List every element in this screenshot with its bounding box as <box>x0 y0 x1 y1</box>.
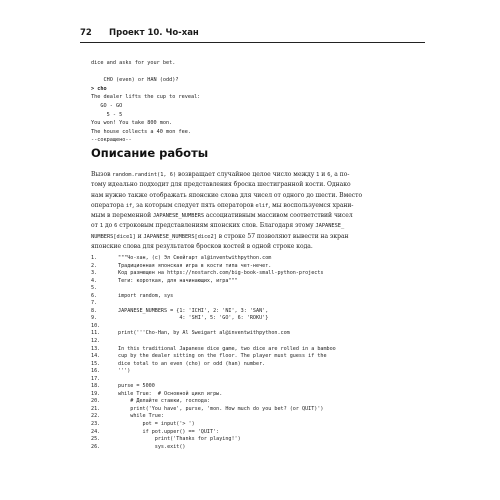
code-line <box>91 406 336 414</box>
output-line <box>91 68 200 77</box>
paragraph-line <box>91 201 421 211</box>
code-text: while True: # Основной цикл игры. <box>118 390 223 397</box>
line-number: 20. <box>91 398 101 405</box>
line-number: 15. <box>91 360 101 367</box>
code-line <box>91 361 336 369</box>
inline-code: 6 <box>327 172 331 178</box>
code-text: Код размещен на https://nostarch.com/big-book-small-python-projects <box>118 270 324 277</box>
code-line <box>91 383 336 391</box>
code-listing <box>91 255 336 451</box>
line-number: 16. <box>91 368 101 375</box>
text-run: до <box>103 222 115 230</box>
paragraph-line <box>91 180 421 190</box>
code-line <box>91 391 336 399</box>
line-number: 2. <box>91 262 98 269</box>
paragraph-line <box>91 242 421 252</box>
code-line <box>91 413 336 421</box>
line-number: 6. <box>91 292 98 299</box>
text-run: и <box>319 171 328 178</box>
code-text: import random, sys <box>118 292 174 299</box>
inline-code: elif <box>255 202 269 209</box>
inline-code: NUMBERS[dice1] <box>91 233 136 240</box>
text-run: Вызов <box>91 171 113 178</box>
body-paragraph <box>91 170 421 252</box>
page-number: 72 <box>80 28 92 38</box>
line-number: 19. <box>91 390 101 397</box>
line-number: 17. <box>91 375 101 382</box>
paragraph-line <box>91 211 421 221</box>
code-line <box>91 293 336 301</box>
line-number: 13. <box>91 345 101 352</box>
page-header <box>80 28 425 40</box>
code-text: print('Thanks for playing!') <box>118 436 241 443</box>
text-run: в строке 57 позволяют вывести на экран <box>216 232 349 240</box>
text-run: от <box>91 222 100 230</box>
code-line <box>91 263 336 271</box>
code-line <box>91 270 336 278</box>
text-run: строковым представлениям японских слов. Благодаря этому <box>117 222 316 230</box>
line-number: 3. <box>91 270 98 277</box>
line-number: 9. <box>91 315 98 322</box>
inline-code: if <box>125 202 133 209</box>
line-number: 10. <box>91 322 101 329</box>
inline-code: JAPANESE_NUMBERS <box>152 213 205 220</box>
text-run: , мы воспользуемся храни- <box>268 201 354 209</box>
code-line <box>91 300 336 308</box>
output-line: You won! You take 800 mon. <box>91 120 173 127</box>
line-number: 23. <box>91 421 101 428</box>
code-line <box>91 308 336 316</box>
text-run: и <box>135 232 144 240</box>
code-line <box>91 436 336 444</box>
inline-code: JAPANESE_NUMBERS[dice2] <box>143 233 217 240</box>
inline-code: 6 <box>114 223 118 230</box>
code-text: # Делайте ставки, господа: <box>118 398 211 405</box>
code-text: while True: <box>118 413 165 420</box>
output-line: The dealer lifts the cup to reveal: <box>91 94 201 101</box>
output-line: > cho <box>91 85 107 92</box>
code-text: if pot.upper() == 'QUIT': <box>118 428 220 435</box>
inline-code: 1 <box>316 172 320 178</box>
code-text: """Чо-хан, (c) Эл Свейгарт al@inventwithpython.com <box>118 255 272 261</box>
code-line <box>91 285 336 293</box>
code-text: ''') <box>118 368 131 375</box>
output-line: CHO (even) or HAN (odd)? <box>91 77 179 84</box>
text-run: оператора <box>91 201 126 209</box>
output-line: 5 - 5 <box>91 111 123 118</box>
code-line <box>91 346 336 354</box>
code-text: Теги: короткая, для начинающих, игра""" <box>118 277 238 284</box>
line-number: 12. <box>91 338 101 345</box>
code-text: In this traditional Japanese dice game, two dice are rolled in a bamboo <box>118 345 336 352</box>
code-text: print('''Cho-Han, by Al Sweigart al@inventwithpython.com <box>118 330 290 337</box>
text-run: нам нужно также отображать японские слова для чисел от одного до шести. Вместо <box>91 191 363 199</box>
code-line <box>91 353 336 361</box>
code-text: print('You have', purse, 'mon. How much do you bet? (or QUIT)') <box>118 405 324 412</box>
text-run: , а по- <box>330 171 350 178</box>
code-line <box>91 376 336 384</box>
code-line <box>91 330 336 338</box>
line-number: 21. <box>91 405 101 412</box>
text-run: тому идеально подходит для представления броска шестигранной кости. Однако <box>91 181 351 189</box>
paragraph-line <box>91 191 421 201</box>
line-number: 25. <box>91 436 101 443</box>
line-number: 8. <box>91 307 98 314</box>
inline-code: 1 <box>99 223 104 230</box>
line-number: 4. <box>91 277 98 284</box>
paragraph-line <box>91 170 421 180</box>
paragraph-line <box>91 221 421 231</box>
line-number: 24. <box>91 428 101 435</box>
code-line <box>91 278 336 286</box>
code-line <box>91 429 336 437</box>
code-text: cup by the dealer sitting on the floor. The player must guess if the <box>118 353 327 360</box>
line-number: 26. <box>91 443 101 450</box>
inline-code: random.randint(1, 6) <box>112 172 177 178</box>
code-text: Традиционная японская игра в кости типа чет-нечет. <box>118 262 272 269</box>
line-number: 11. <box>91 330 101 337</box>
section-heading: Описание работы <box>91 146 209 160</box>
running-title: Проект 10. Чо-хан <box>109 28 199 38</box>
code-line <box>91 444 336 452</box>
text-run: японские слова для результатов бросков костей в одной строке кода. <box>91 243 313 251</box>
line-number: 5. <box>91 285 98 292</box>
text-run: мым в переменной <box>91 212 153 220</box>
output-line: GO - GO <box>91 102 123 109</box>
code-text: pot = input('> ') <box>118 421 195 428</box>
code-line <box>91 255 336 263</box>
code-line <box>91 315 336 323</box>
code-text: JAPANESE_NUMBERS = {1: 'ICHI', 2: 'NI', 3: 'SAN', <box>118 307 269 314</box>
line-number: 22. <box>91 413 101 420</box>
code-line <box>91 323 336 331</box>
text-run: , за которым следует пять операторов <box>132 201 256 209</box>
line-number: 14. <box>91 353 101 360</box>
code-text: sys.exit() <box>118 443 186 450</box>
text-run: возвращает случайное целое число между <box>176 171 317 178</box>
code-text: 4: 'SHI', 5: 'GO', 6: 'ROKU'} <box>118 315 269 322</box>
output-line: --сокращено-- <box>91 137 132 144</box>
code-line <box>91 398 336 406</box>
code-line <box>91 338 336 346</box>
line-number: 7. <box>91 300 98 307</box>
code-line <box>91 368 336 376</box>
header-rule <box>80 42 425 43</box>
text-run: ассоциативным массивом соответствий чисел <box>204 212 353 220</box>
code-line <box>91 421 336 429</box>
output-line: The house collects a 40 mon fee. <box>91 128 191 135</box>
line-number: 1. <box>91 255 98 261</box>
output-line: dice and asks for your bet. <box>91 60 176 66</box>
program-output <box>91 59 200 145</box>
code-text: dice total to an even (cho) or odd (han) number. <box>118 360 266 367</box>
code-text: purse = 5000 <box>118 383 155 390</box>
paragraph-line <box>91 232 421 242</box>
inline-code: JAPANESE_ <box>315 223 345 230</box>
line-number: 18. <box>91 383 101 390</box>
